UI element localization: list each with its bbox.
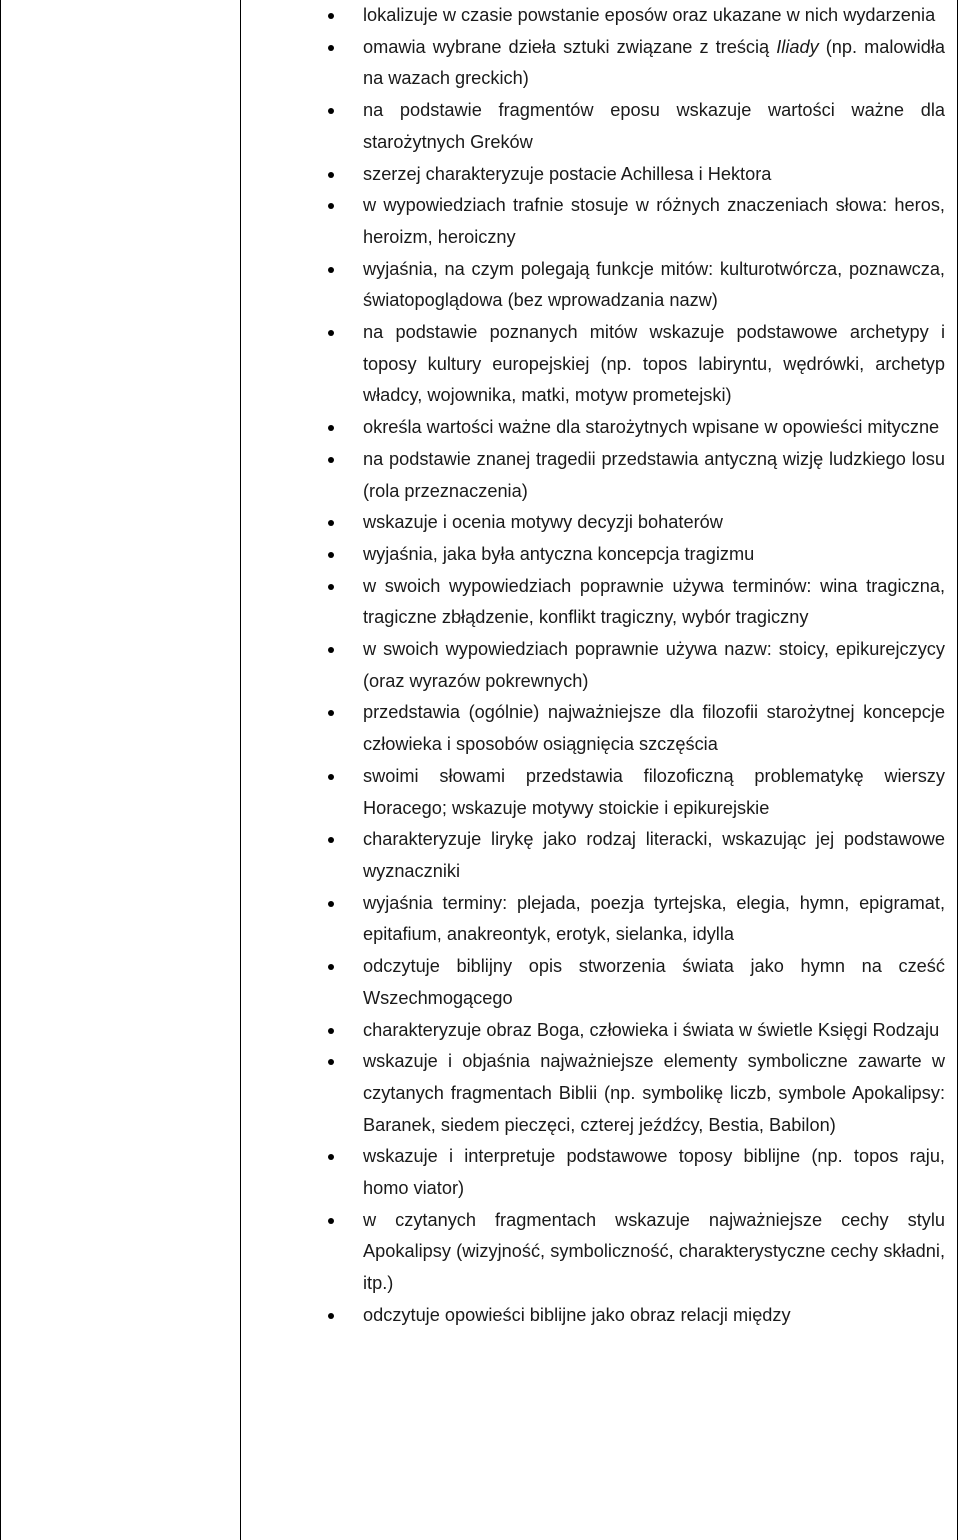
list-item: wskazuje i interpretuje podstawowe toposy biblijne (np. topos raju, homo viator) — [241, 1141, 945, 1204]
bullet-icon — [328, 203, 334, 209]
bullet-icon — [328, 710, 334, 716]
table-left-cell — [1, 0, 241, 1540]
bullet-icon — [328, 964, 334, 970]
bullet-icon — [328, 45, 334, 51]
bullet-icon — [328, 13, 334, 19]
list-item: charakteryzuje obraz Boga, człowieka i świata w świetle Księgi Rodzaju — [241, 1015, 945, 1047]
list-item: wskazuje i ocenia motywy decyzji bohaterów — [241, 507, 945, 539]
bullet-icon — [328, 584, 334, 590]
list-item: charakteryzuje lirykę jako rodzaj literacki, wskazując jej podstawowe wyznaczniki — [241, 824, 945, 887]
italic-title: Iliady — [776, 36, 819, 57]
list-item: w czytanych fragmentach wskazuje najważniejsze cechy stylu Apokalipsy (wizyjność, symboliczność, charakterystyczne cechy składni, itp.) — [241, 1205, 945, 1300]
list-item: określa wartości ważne dla starożytnych wpisane w opowieści mityczne — [241, 412, 945, 444]
list-item: w swoich wypowiedziach poprawnie używa terminów: wina tragiczna, tragiczne zbłądzenie, konflikt tragiczny, wybór tragiczny — [241, 571, 945, 634]
table-right-cell — [241, 0, 957, 1540]
bullet-icon — [328, 172, 334, 178]
bullet-icon — [328, 457, 334, 463]
list-item: przedstawia (ogólnie) najważniejsze dla filozofii starożytnej koncepcje człowieka i sposobów osiągnięcia szczęścia — [241, 697, 945, 760]
list-item: wskazuje i objaśnia najważniejsze elementy symboliczne zawarte w czytanych fragmentach Biblii (np. symbolikę liczb, symbole Apokalipsy: Baranek, siedem pieczęci, czterej jeźdźcy, Bestia, Babilon) — [241, 1046, 945, 1141]
list-item: omawia wybrane dzieła sztuki związane z treścią Iliady (np. malowidła na wazach greckich) — [241, 32, 945, 95]
bullet-icon — [328, 1028, 334, 1034]
list-item: odczytuje biblijny opis stworzenia świata jako hymn na cześć Wszechmogącego — [241, 951, 945, 1014]
bullet-icon — [328, 520, 334, 526]
bullet-icon — [328, 267, 334, 273]
bullet-icon — [328, 330, 334, 336]
bullet-icon — [328, 425, 334, 431]
list-item: wyjaśnia terminy: plejada, poezja tyrtejska, elegia, hymn, epigramat, epitafium, anakreontyk, erotyk, sielanka, idylla — [241, 888, 945, 951]
list-item: wyjaśnia, jaka była antyczna koncepcja tragizmu — [241, 539, 945, 571]
requirements-list — [241, 0, 957, 1332]
bullet-icon — [328, 647, 334, 653]
list-item: w wypowiedziach trafnie stosuje w różnych znaczeniach słowa: heros, heroizm, heroiczny — [241, 190, 945, 253]
list-item: na podstawie fragmentów eposu wskazuje wartości ważne dla starożytnych Greków — [241, 95, 945, 158]
bullet-icon — [328, 552, 334, 558]
bullet-icon — [328, 1154, 334, 1160]
list-item: lokalizuje w czasie powstanie eposów oraz ukazane w nich wydarzenia — [241, 0, 945, 32]
bullet-icon — [328, 108, 334, 114]
list-item: wyjaśnia, na czym polegają funkcje mitów: kulturotwórcza, poznawcza, światopoglądowa (bez wprowadzania nazw) — [241, 254, 945, 317]
list-item: na podstawie poznanych mitów wskazuje podstawowe archetypy i toposy kultury europejskiej (np. topos labiryntu, wędrówki, archetyp władcy, wojownika, matki, motyw prometejski) — [241, 317, 945, 412]
list-item: na podstawie znanej tragedii przedstawia antyczną wizję ludzkiego losu (rola przeznaczenia) — [241, 444, 945, 507]
bullet-icon — [328, 774, 334, 780]
bullet-icon — [328, 837, 334, 843]
list-item: swoimi słowami przedstawia filozoficzną problematykę wierszy Horacego; wskazuje motywy stoickie i epikurejskie — [241, 761, 945, 824]
list-item: odczytuje opowieści biblijne jako obraz relacji między — [241, 1300, 945, 1332]
bullet-icon — [328, 1218, 334, 1224]
list-item: szerzej charakteryzuje postacie Achillesa i Hektora — [241, 159, 945, 191]
bullet-icon — [328, 901, 334, 907]
list-item: w swoich wypowiedziach poprawnie używa nazw: stoicy, epikurejczycy (oraz wyrazów pokrewnych) — [241, 634, 945, 697]
bullet-icon — [328, 1313, 334, 1319]
bullet-icon — [328, 1059, 334, 1065]
